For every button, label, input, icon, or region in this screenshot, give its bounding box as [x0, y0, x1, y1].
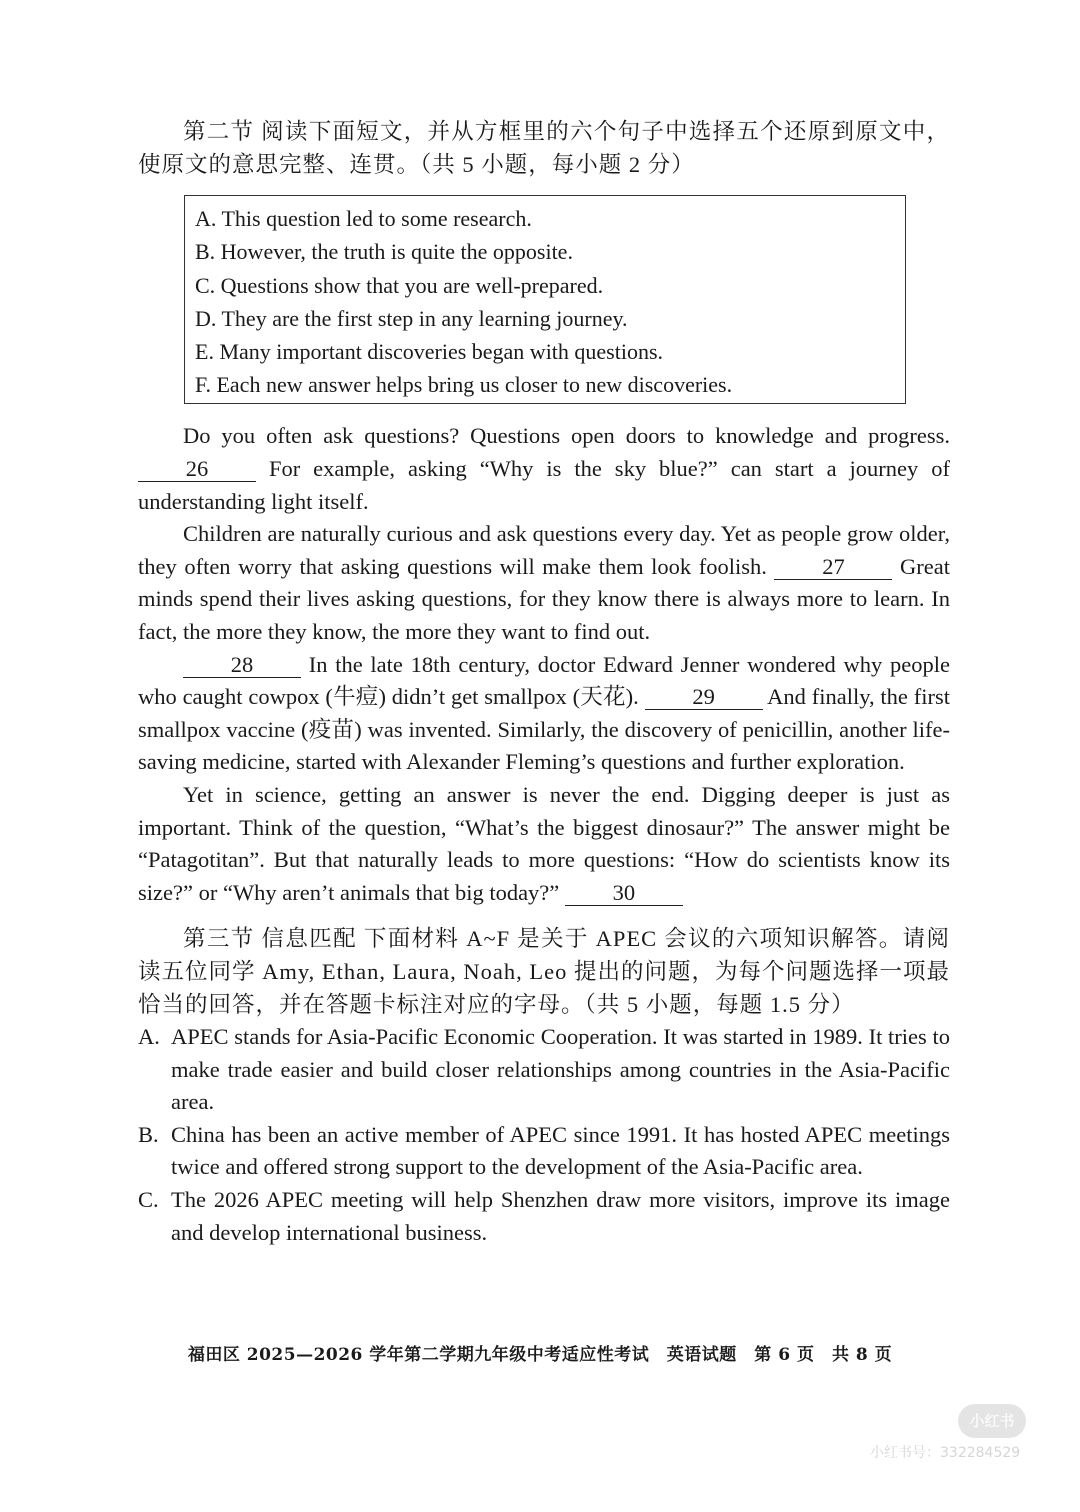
passage-paragraph-1	[138, 420, 950, 518]
option-a: A. This question led to some research.	[195, 206, 532, 232]
section2-instructions: 第二节 阅读下面短文，并从方框里的六个句子中选择五个还原到原文中，使原文的意思完整、连贯。（共 5 小题，每小题 2 分）	[138, 119, 950, 177]
option-b: B. However, the truth is quite the opposite.	[195, 239, 573, 265]
passage-paragraph-4	[138, 779, 950, 909]
paragraph-text: In the late 18th century, doctor Edward Jenner wondered why people who caught cowpox (牛痘) didn’t get smallpox (天花).	[138, 651, 950, 710]
blank-30: 30	[565, 881, 683, 906]
paragraph-text: And finally, the first smallpox vaccine (疫苗) was invented. Similarly, the discovery of penicillin, another life-saving medicine, started with Alexander Fleming’s questions and further exploration.	[138, 684, 950, 775]
paragraph-text: Yet in science, getting an answer is never the end. Digging deeper is just as important. Think of the question, “What’s the biggest dinosaur?” The answer might be “Patagotitan”. But that naturally leads to more questions: “How do scientists know its size?” or “Why aren’t animals that big today?”	[138, 781, 950, 905]
blank-29: 29	[645, 685, 763, 710]
paragraph-text: Great minds spend their lives asking questions, for they know there is always more to learn. In fact, the more they know, the more they want to find out.	[138, 553, 951, 644]
paragraph-text: Do you often ask questions? Questions open doors to knowledge and progress.	[183, 423, 950, 449]
watermark-id: 小红书号：332284529	[870, 1445, 1021, 1461]
blank-27: 27	[774, 555, 892, 580]
passage-paragraph-2	[138, 518, 950, 648]
material-a	[138, 1021, 950, 1119]
section3-instructions: 第三节 信息匹配 下面材料 A~F 是关于 APEC 会议的六项知识解答。请阅读五位同学 Amy, Ethan, Laura, Noah, Leo 提出的问题，为每个问题选择一项最恰当的回答，并在答题卡标注对应的字母。（共 5 小题，每题 1.5 分）	[138, 926, 950, 1017]
page-footer: 福田区 2025—2026 学年第二学期九年级中考适应性考试 英语试题 第 6 页 共 8 页	[187, 1345, 893, 1365]
option-c: C. Questions show that you are well-prepared.	[195, 272, 604, 298]
option-d: D. They are the first step in any learning journey.	[195, 305, 628, 331]
passage-paragraph-3	[138, 649, 950, 779]
paragraph-text: For example, asking “Why is the sky blue?” can start a journey of understanding light itself.	[138, 456, 950, 514]
material-letter: C.	[138, 1187, 159, 1213]
options-box	[184, 195, 906, 404]
option-f: F. Each new answer helps bring us closer to new discoveries.	[195, 372, 733, 398]
material-b	[138, 1119, 950, 1184]
material-text: The 2026 APEC meeting will help Shenzhen draw more visitors, improve its image and develop international business.	[171, 1187, 950, 1245]
watermark-logo: 小红书	[958, 1404, 1026, 1438]
paragraph-text: Children are naturally curious and ask questions every day. Yet as people grow older, they often worry that asking questions will make them look foolish.	[138, 521, 950, 579]
material-text: China has been an active member of APEC since 1991. It has hosted APEC meetings twice and offered strong support to the development of the Asia-Pacific area.	[171, 1121, 950, 1180]
material-text: APEC stands for Asia-Pacific Economic Cooperation. It was started in 1989. It tries to make trade easier and build closer relationships among countries in the Asia-Pacific area.	[171, 1024, 950, 1115]
blank-28: 28	[183, 653, 301, 678]
blank-26: 26	[138, 457, 256, 482]
exam-page	[138, 116, 950, 1249]
material-c	[138, 1184, 950, 1249]
option-e: E. Many important discoveries began with questions.	[195, 339, 664, 364]
material-letter: B.	[138, 1121, 159, 1147]
material-letter: A.	[138, 1024, 160, 1050]
